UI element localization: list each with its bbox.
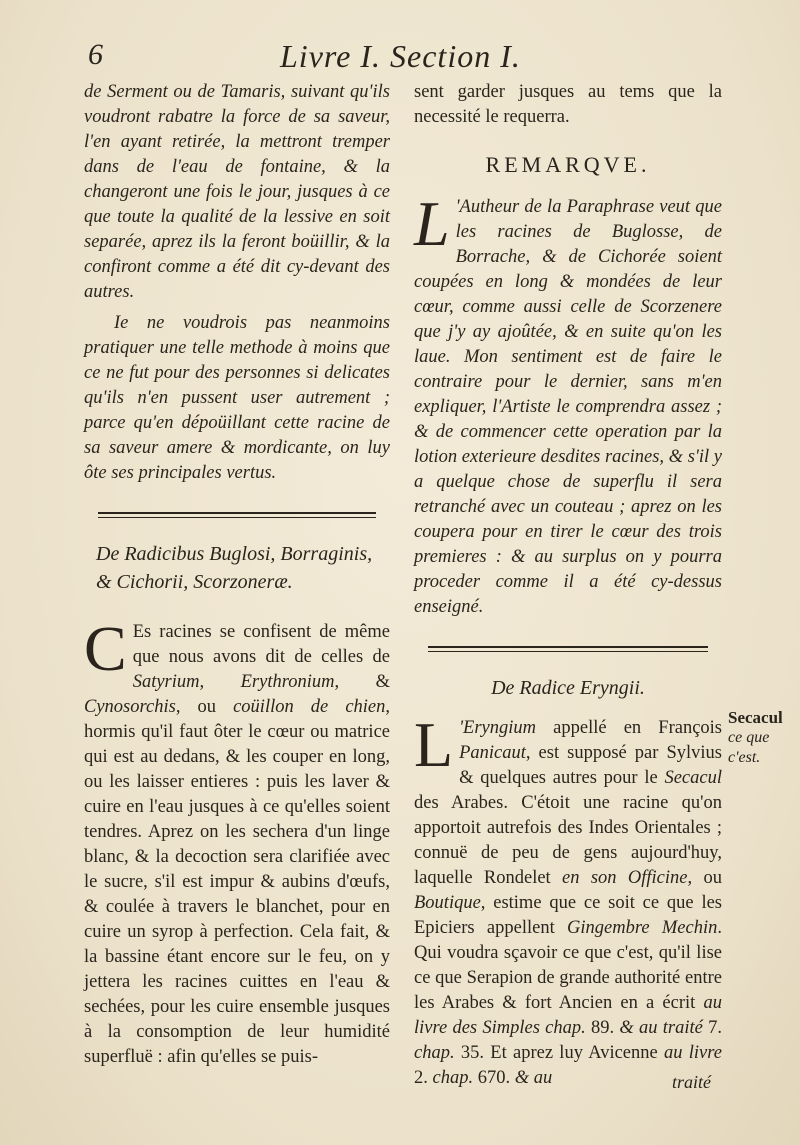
right-column: [414, 80, 722, 1091]
text-run: & au: [514, 1068, 553, 1088]
text-run: appellé en François: [536, 718, 722, 738]
text-run: coüillon de chien: [233, 697, 386, 717]
text-run: 670.: [473, 1068, 515, 1088]
paragraph: [414, 188, 722, 620]
text-run: Gingembre Mechin: [567, 918, 718, 938]
text-run: , ou: [687, 868, 722, 888]
text-run: , est supposé par Sylvius & quelques autres pour le: [459, 743, 722, 788]
section-title: De Radice Eryngii.: [491, 677, 645, 699]
margin-note: [728, 708, 794, 768]
text-run: 2.: [414, 1068, 433, 1088]
margin-note-sub: ce que c'est.: [728, 729, 770, 766]
section-divider: [428, 646, 708, 652]
text-run: des Arabes. C'étoit une racine qu'on apportoit autrefois des Indes Orientales ; connuë de peu de gens aujourd'huy, laquelle Rondelet: [414, 793, 722, 888]
text-run: au livre des Simples chap.: [414, 993, 722, 1038]
paragraph: Ie ne voudrois pas neanmoins pratiquer une telle methode à moins que ce ne fut pour des personnes si delicates qu'ils n'en pussent user autrement ; parce qu'en dépoüillant cette racine de sa saveur amere & mordicante, on luy ôte ses principales vertus.: [84, 313, 390, 483]
text-run: au livre: [664, 1043, 722, 1063]
text-run: Es racines se confisent de même que nous avons dit de celles de: [132, 622, 390, 667]
text-run: , hormis qu'il faut ôter le cœur ou matrice qui est au dedans, & les couper en long, ou les laisser entieres : puis les laver & cuire en l'eau jusques à ce qu'elles soient tendres. Aprez on les sechera d'un linge blanc, & la decoction sera clarifiée avec le sucre, s'il est impur & aubins d'œufs, & coulée à travers le blanchet, pour en cuire un syrop à perfection. Cela fait, & la bassine étant encore sur le feu, on y jettera les racines cuittes en l'eau & sechées, pour les cuire ensemble jusques à la consomption de leur humidité superfluë : afin qu'elles se puis-: [84, 697, 391, 1067]
text-run: 'Eryngium: [459, 718, 537, 738]
text-run: Boutique: [414, 893, 481, 913]
page-number: 6: [88, 38, 103, 71]
paragraph: sent garder jusques au tems que la necessité le requerra.: [414, 82, 722, 127]
margin-note-head: Secacul: [728, 708, 783, 727]
text-run: 7.: [702, 1018, 722, 1038]
paragraph: [414, 709, 722, 1091]
text-run: , ou: [175, 697, 234, 717]
page-header: [80, 36, 740, 80]
paragraph: de Serment ou de Tamaris, suivant qu'ils voudront rabatre la force de sa saveur, l'en ayant retirée, la mettront tremper dans de l'eau de fontaine, & la changeront une fois le jour, jusques à ce que toute la qualité de la lessive en soit separée, aprez ils la feront boüillir, & la confiront comme a été dit cy-devant des autres.: [84, 82, 390, 302]
text-run: & au traité: [619, 1018, 703, 1038]
drop-cap: L: [414, 709, 454, 780]
section-title: De Radicibus Buglosi, Borraginis, & Cichorii, Scorzoneræ.: [96, 543, 373, 593]
text-run: 89.: [585, 1018, 620, 1038]
text-run: chap.: [414, 1043, 455, 1063]
text-run: , &: [334, 672, 390, 692]
drop-cap: C: [84, 613, 127, 684]
text-run: Satyrium, Erythronium: [132, 672, 335, 692]
text-run: chap.: [432, 1068, 474, 1088]
text-run: Secacul: [664, 768, 722, 788]
drop-cap: L: [414, 188, 450, 259]
text-run: , estime que ce soit ce que les Epiciers appellent: [414, 893, 722, 938]
text-run: 'Autheur de la Paraphrase veut que les racines de Buglosse, de Borrache, & de Cichorée soient coupées en long & mondées de leur cœur, comme aussi celle de Scorzenere que j'y ay ajoûtée, & en suite qu'on les laue. Mon sentiment est de faire le contraire pour le dernier, sans m'en expliquer, l'Artiste le comprendra assez ; & de commencer cette operation par la lotion exterieure desdites racines, & s'il y a quelque chose de superflu il sera retranché avec un couteau ; aprez on les coupera pour en tirer le cœur des trois premieres : & au surplus on y pourra proceder comme il a été cy-dessus enseigné.: [414, 197, 722, 617]
text-run: en son Officine: [562, 868, 688, 888]
left-column: [84, 80, 390, 1070]
running-head: Livre I. Section I.: [280, 38, 521, 74]
remarque-heading: REMARQVE.: [485, 152, 651, 177]
text-run: Cynosorchis: [84, 697, 176, 717]
paragraph: [84, 613, 391, 1070]
text-run: . Qui voudra sçavoir ce que c'est, qu'il lise ce que Serapion de grande authorité entre les Arabes & fort Ancien en a écrit: [414, 918, 722, 1013]
catchword: traité: [672, 1072, 711, 1092]
section-divider: [98, 512, 376, 518]
text-run: 35. Et aprez luy Avicenne: [454, 1043, 664, 1063]
text-run: Panicaut: [459, 743, 526, 763]
